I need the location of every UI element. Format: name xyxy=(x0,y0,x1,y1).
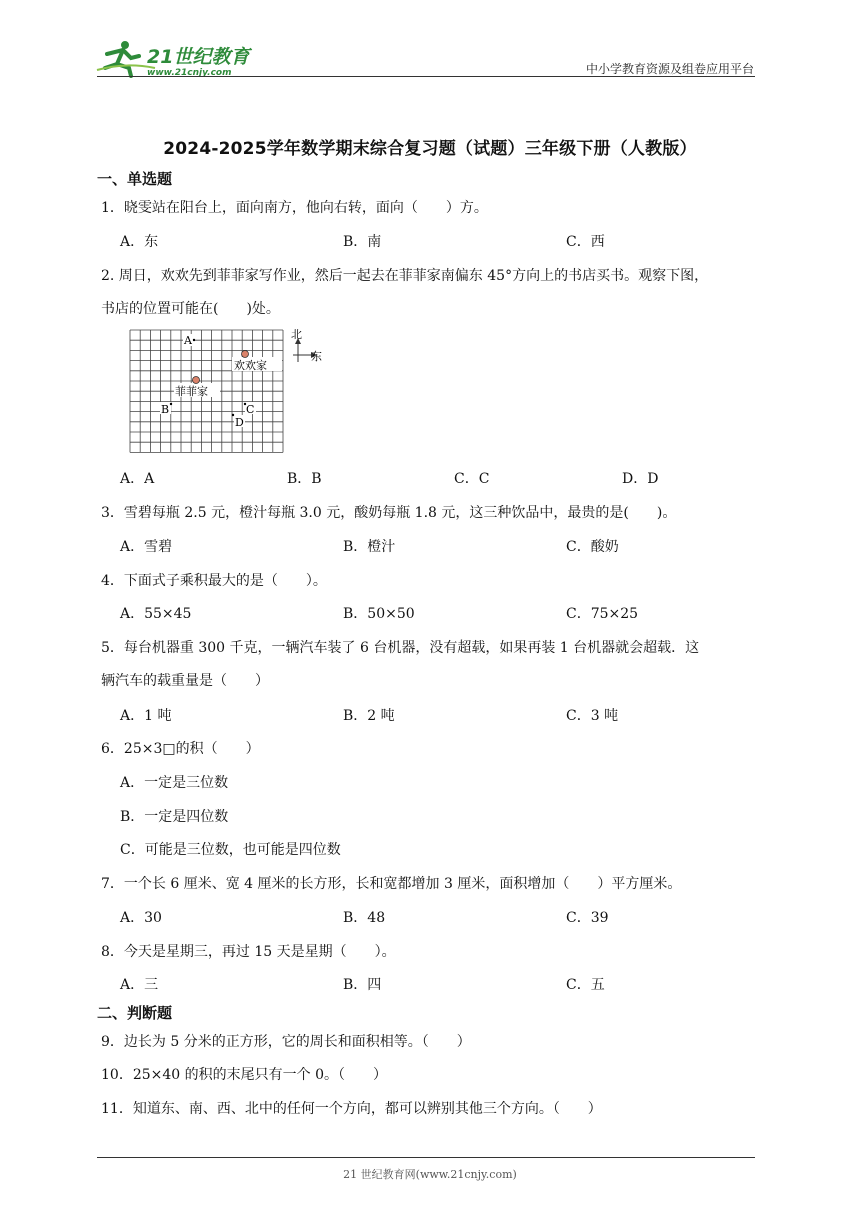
point-d-label: D xyxy=(235,416,244,429)
question-6: 6．25×3□的积（ ） xyxy=(101,741,260,757)
section-true-false: 二、判断题 xyxy=(97,1004,173,1022)
q8-option-b: B．四 xyxy=(343,977,382,993)
section-single-choice: 一、单选题 xyxy=(97,170,173,188)
q6-option-b: B．一定是四位数 xyxy=(120,809,229,825)
huanhuan-home-label: 欢欢家 xyxy=(234,359,267,372)
point-b-label: B xyxy=(161,403,170,416)
q7-option-c: C．39 xyxy=(566,910,609,926)
compass-north-label: 北 xyxy=(291,328,302,341)
question-5-line2: 辆汽车的载重量是（ ） xyxy=(101,673,269,689)
q3-option-c: C．酸奶 xyxy=(566,539,619,555)
point-c-label: C xyxy=(246,403,255,416)
question-9: 9．边长为 5 分米的正方形，它的周长和面积相等。（ ） xyxy=(101,1034,471,1050)
direction-grid-figure xyxy=(128,326,338,456)
logo-url: www.21cnjy.com xyxy=(147,68,232,78)
q2-option-a: A．A xyxy=(120,471,155,487)
question-2-line2: 书店的位置可能在( )处。 xyxy=(101,301,280,317)
question-7: 7．一个长 6 厘米、宽 4 厘米的长方形，长和宽都增加 3 厘米，面积增加（ ）平方厘米。 xyxy=(101,876,682,892)
q2-option-c: C．C xyxy=(454,471,490,487)
question-4: 4．下面式子乘积最大的是（ ）。 xyxy=(101,573,327,589)
q5-option-a: A．1 吨 xyxy=(120,708,172,724)
footer-text: 21 世纪教育网(www.21cnjy.com) xyxy=(343,1168,517,1181)
q3-option-b: B．橙汁 xyxy=(343,539,396,555)
q1-option-a: A．东 xyxy=(120,234,159,250)
footer-divider xyxy=(97,1157,755,1158)
compass-east-label: 东 xyxy=(311,350,322,363)
question-2-line1: 2. 周日，欢欢先到菲菲家写作业，然后一起去在菲菲家南偏东 45°方向上的书店买书。观察下图， xyxy=(101,268,709,284)
feifei-home-marker xyxy=(193,377,200,384)
question-11: 11．知道东、南、西、北中的任何一个方向，都可以辨别其他三个方向。（ ） xyxy=(101,1101,602,1117)
q3-option-a: A．雪碧 xyxy=(120,539,173,555)
question-5-line1: 5．每台机器重 300 千克，一辆汽车装了 6 台机器，没有超载，如果再装 1 台机器就会超载．这 xyxy=(101,640,700,656)
q4-option-a: A．55×45 xyxy=(120,606,192,622)
q4-option-c: C．75×25 xyxy=(566,606,639,622)
q7-option-b: B．48 xyxy=(343,910,386,926)
header-platform-text: 中小学教育资源及组卷应用平台 xyxy=(585,62,754,76)
logo-text: 21世纪教育 xyxy=(147,46,250,68)
point-a-label: A xyxy=(184,334,192,347)
site-logo xyxy=(95,38,265,78)
question-1: 1．晓雯站在阳台上，面向南方，他向右转，面向（ ）方。 xyxy=(101,200,488,216)
q5-option-c: C．3 吨 xyxy=(566,708,619,724)
page-title: 2024-2025学年数学期末综合复习题（试题）三年级下册（人教版） xyxy=(163,139,697,159)
q8-option-a: A．三 xyxy=(120,977,159,993)
q6-option-c: C．可能是三位数，也可能是四位数 xyxy=(120,842,341,858)
q1-option-c: C．西 xyxy=(566,234,605,250)
question-8: 8．今天是星期三，再过 15 天是星期（ ）。 xyxy=(101,944,396,960)
q7-option-a: A．30 xyxy=(120,910,162,926)
feifei-home-label: 菲菲家 xyxy=(175,385,208,398)
q2-option-d: D．D xyxy=(622,471,659,487)
q6-option-a: A．一定是三位数 xyxy=(120,775,229,791)
q8-option-c: C．五 xyxy=(566,977,605,993)
q1-option-b: B．南 xyxy=(343,234,382,250)
q4-option-b: B．50×50 xyxy=(343,606,415,622)
q2-option-b: B．B xyxy=(287,471,322,487)
huanhuan-home-marker xyxy=(242,351,249,358)
question-10: 10．25×40 的积的末尾只有一个 0。（ ） xyxy=(101,1067,387,1083)
question-3: 3．雪碧每瓶 2.5 元，橙汁每瓶 3.0 元，酸奶每瓶 1.8 元，这三种饮品中，最贵的是( )。 xyxy=(101,505,677,521)
q5-option-b: B．2 吨 xyxy=(343,708,395,724)
header-divider xyxy=(97,76,755,77)
